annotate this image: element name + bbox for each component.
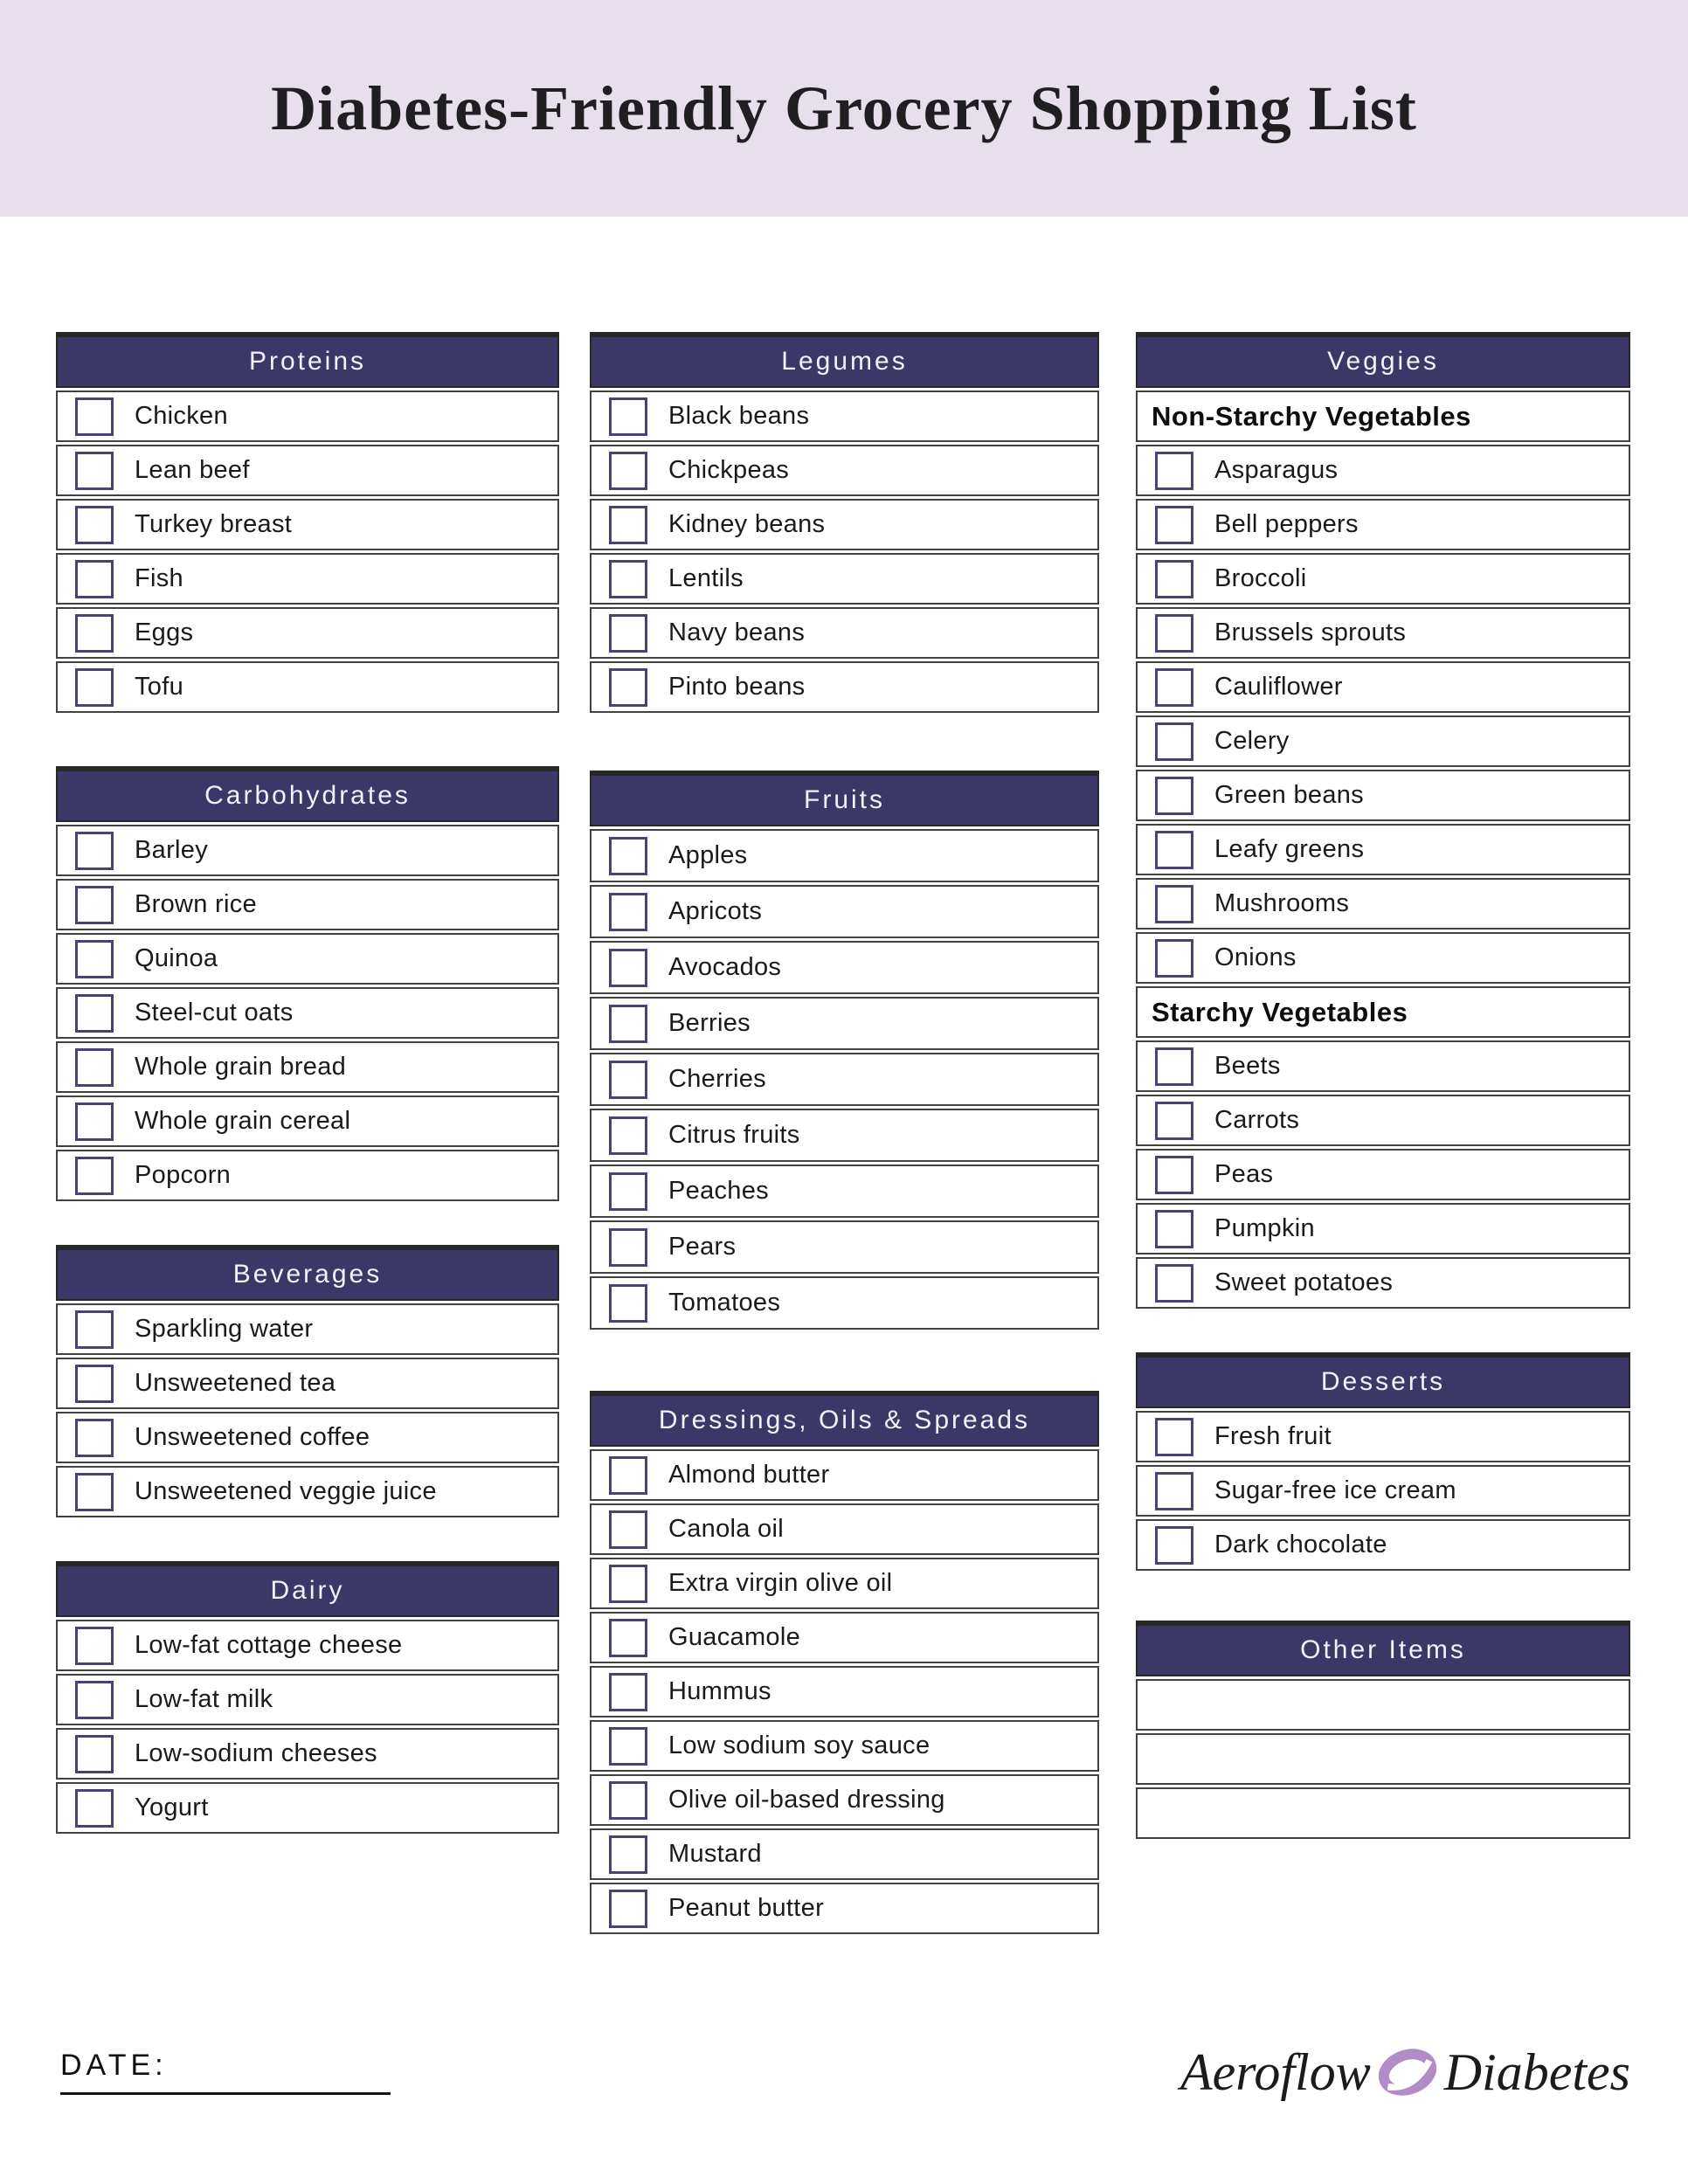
section-veggies xyxy=(1136,332,1630,1309)
checkbox[interactable] xyxy=(75,1310,114,1349)
item-row xyxy=(590,1449,1099,1501)
item-row xyxy=(590,553,1099,605)
section-header-legumes: Legumes xyxy=(590,332,1099,388)
item-row xyxy=(1136,1149,1630,1200)
checkbox[interactable] xyxy=(609,506,647,544)
item-label: Citrus fruits xyxy=(668,1121,800,1149)
item-label: Low-sodium cheeses xyxy=(135,1739,377,1767)
item-label: Beets xyxy=(1214,1052,1281,1080)
checkbox[interactable] xyxy=(1155,1472,1193,1510)
item-label: Bell peppers xyxy=(1214,510,1359,538)
item-row xyxy=(590,390,1099,442)
section-legumes xyxy=(590,332,1099,713)
blank-row xyxy=(1136,1787,1630,1839)
checkbox[interactable] xyxy=(609,1172,647,1211)
checkbox[interactable] xyxy=(75,940,114,978)
item-row xyxy=(590,661,1099,713)
section-header-veggies: Veggies xyxy=(1136,332,1630,388)
item-label: Lean beef xyxy=(135,456,250,484)
item-label: Sugar-free ice cream xyxy=(1214,1476,1456,1504)
checkbox[interactable] xyxy=(1155,1102,1193,1140)
checkbox[interactable] xyxy=(1155,831,1193,869)
item-row xyxy=(1136,770,1630,821)
checkbox[interactable] xyxy=(609,1116,647,1155)
checkbox[interactable] xyxy=(1155,1156,1193,1194)
section-header-other: Other Items xyxy=(1136,1621,1630,1676)
item-label: Canola oil xyxy=(668,1515,784,1543)
item-label: Whole grain cereal xyxy=(135,1107,351,1135)
item-row xyxy=(590,885,1099,938)
checkbox[interactable] xyxy=(609,1284,647,1323)
item-label: Starchy Vegetables xyxy=(1152,996,1408,1027)
item-label: Navy beans xyxy=(668,619,806,646)
item-label: Apricots xyxy=(668,897,763,925)
checkbox[interactable] xyxy=(1155,1264,1193,1303)
item-label: Guacamole xyxy=(668,1623,800,1651)
item-row xyxy=(1136,1519,1630,1571)
item-row xyxy=(56,390,559,442)
item-row xyxy=(56,1150,559,1201)
section-header-carbohydrates: Carbohydrates xyxy=(56,766,559,822)
checkbox[interactable] xyxy=(1155,1210,1193,1248)
item-row xyxy=(56,1303,559,1355)
item-row xyxy=(590,1828,1099,1880)
item-row xyxy=(56,1728,559,1780)
checkbox[interactable] xyxy=(1155,614,1193,653)
item-row xyxy=(1136,1040,1630,1092)
item-label: Apples xyxy=(668,841,748,869)
item-row xyxy=(1136,1257,1630,1309)
item-row xyxy=(56,1674,559,1725)
item-label: Onions xyxy=(1214,943,1297,971)
section-dressings xyxy=(590,1391,1099,1934)
item-label: Barley xyxy=(135,836,208,864)
item-label: Extra virgin olive oil xyxy=(668,1569,893,1597)
checkbox[interactable] xyxy=(75,994,114,1033)
section-fruits xyxy=(590,771,1099,1330)
item-row xyxy=(590,445,1099,496)
item-row xyxy=(56,661,559,713)
item-label: Pumpkin xyxy=(1214,1214,1315,1242)
item-label: Low sodium soy sauce xyxy=(668,1731,930,1759)
checkbox[interactable] xyxy=(75,1157,114,1195)
item-label: Sparkling water xyxy=(135,1315,314,1343)
item-label: Chicken xyxy=(135,402,228,430)
checkbox[interactable] xyxy=(1155,1047,1193,1086)
checkbox[interactable] xyxy=(1155,1418,1193,1456)
item-row xyxy=(56,499,559,550)
item-row xyxy=(1136,824,1630,875)
checkbox[interactable] xyxy=(609,614,647,653)
checkbox[interactable] xyxy=(1155,722,1193,761)
checkbox[interactable] xyxy=(609,1456,647,1495)
checkbox[interactable] xyxy=(1155,560,1193,598)
item-row xyxy=(1136,553,1630,605)
checkbox[interactable] xyxy=(609,1890,647,1928)
item-label: Brown rice xyxy=(135,890,257,918)
checkbox[interactable] xyxy=(75,1419,114,1457)
item-row xyxy=(590,1503,1099,1555)
checkbox[interactable] xyxy=(609,949,647,987)
checkbox[interactable] xyxy=(609,837,647,875)
checkbox[interactable] xyxy=(75,614,114,653)
item-row xyxy=(590,1220,1099,1274)
item-label: Mustard xyxy=(668,1840,762,1868)
item-row xyxy=(56,879,559,930)
checkbox[interactable] xyxy=(75,1735,114,1773)
item-label: Peaches xyxy=(668,1177,769,1205)
item-row xyxy=(1136,607,1630,659)
date-fill-line[interactable] xyxy=(60,2092,391,2095)
checkbox[interactable] xyxy=(1155,506,1193,544)
checkbox[interactable] xyxy=(75,1473,114,1511)
item-row xyxy=(590,1053,1099,1106)
logo-aeroflow-text: Aeroflow xyxy=(1180,2043,1371,2101)
item-label: Kidney beans xyxy=(668,510,826,538)
checkbox[interactable] xyxy=(75,1789,114,1828)
item-row xyxy=(590,1666,1099,1717)
checkbox[interactable] xyxy=(1155,777,1193,815)
item-row xyxy=(1136,445,1630,496)
item-label: Carrots xyxy=(1214,1106,1300,1134)
item-label: Quinoa xyxy=(135,944,218,972)
subheader-row xyxy=(1136,986,1630,1038)
checkbox[interactable] xyxy=(609,1835,647,1874)
item-row xyxy=(56,1620,559,1671)
item-label: Tofu xyxy=(135,673,184,701)
checkbox[interactable] xyxy=(609,1510,647,1549)
item-label: Yogurt xyxy=(135,1794,209,1821)
item-row xyxy=(1136,1203,1630,1254)
item-label: Unsweetened tea xyxy=(135,1369,336,1397)
item-row xyxy=(56,445,559,496)
section-header-dairy: Dairy xyxy=(56,1561,559,1617)
item-row xyxy=(56,825,559,876)
item-label: Tomatoes xyxy=(668,1289,781,1317)
date-label: DATE: xyxy=(60,2049,168,2082)
item-label: Olive oil-based dressing xyxy=(668,1786,945,1814)
checkbox[interactable] xyxy=(75,452,114,490)
checkbox[interactable] xyxy=(1155,939,1193,978)
item-row xyxy=(1136,1465,1630,1517)
item-row xyxy=(590,1276,1099,1330)
section-proteins xyxy=(56,332,559,713)
blank-row xyxy=(1136,1679,1630,1731)
item-label: Asparagus xyxy=(1214,456,1339,484)
item-label: Cauliflower xyxy=(1214,673,1343,701)
checkbox[interactable] xyxy=(609,1061,647,1099)
item-row xyxy=(590,1165,1099,1218)
section-desserts xyxy=(1136,1352,1630,1571)
item-label: Unsweetened coffee xyxy=(135,1423,370,1451)
item-label: Celery xyxy=(1214,727,1290,755)
item-row xyxy=(1136,499,1630,550)
item-row xyxy=(56,1466,559,1517)
checkbox[interactable] xyxy=(75,397,114,436)
item-row xyxy=(590,499,1099,550)
item-row xyxy=(590,607,1099,659)
item-row xyxy=(56,1358,559,1409)
section-carbohydrates xyxy=(56,766,559,1201)
checkbox[interactable] xyxy=(609,560,647,598)
item-label: Fresh fruit xyxy=(1214,1422,1332,1450)
item-label: Whole grain bread xyxy=(135,1053,347,1081)
item-row xyxy=(590,1720,1099,1772)
aeroflow-diabetes-logo xyxy=(1180,2042,1630,2102)
item-label: Peanut butter xyxy=(668,1894,825,1922)
item-row xyxy=(590,997,1099,1050)
checkbox[interactable] xyxy=(609,893,647,931)
section-other xyxy=(1136,1621,1630,1839)
item-row xyxy=(1136,661,1630,713)
logo-diabetes-text: Diabetes xyxy=(1443,2043,1630,2101)
item-row xyxy=(1136,878,1630,930)
item-label: Eggs xyxy=(135,619,194,646)
checkbox[interactable] xyxy=(75,668,114,707)
item-label: Turkey breast xyxy=(135,510,293,538)
section-header-fruits: Fruits xyxy=(590,771,1099,826)
item-label: Cherries xyxy=(668,1065,766,1093)
checkbox[interactable] xyxy=(609,397,647,436)
blank-row xyxy=(1136,1733,1630,1785)
checkbox[interactable] xyxy=(609,1228,647,1267)
checkbox[interactable] xyxy=(75,1627,114,1665)
item-label: Peas xyxy=(1214,1160,1274,1188)
item-row xyxy=(590,941,1099,994)
swoosh-icon xyxy=(1378,2042,1437,2102)
item-label: Hummus xyxy=(668,1677,771,1705)
checkbox[interactable] xyxy=(1155,885,1193,923)
checkbox[interactable] xyxy=(75,560,114,598)
title-banner xyxy=(0,0,1688,217)
checkbox[interactable] xyxy=(609,668,647,707)
item-label: Non-Starchy Vegetables xyxy=(1152,400,1471,432)
checkbox[interactable] xyxy=(75,1048,114,1087)
item-row xyxy=(56,607,559,659)
item-label: Fish xyxy=(135,564,183,592)
section-header-beverages: Beverages xyxy=(56,1245,559,1301)
item-row xyxy=(56,1041,559,1093)
item-label: Leafy greens xyxy=(1214,835,1365,863)
item-label: Pinto beans xyxy=(668,673,806,701)
item-row xyxy=(1136,932,1630,984)
item-label: Brussels sprouts xyxy=(1214,619,1407,646)
item-row xyxy=(590,1883,1099,1934)
item-label: Low-fat cottage cheese xyxy=(135,1631,403,1659)
item-label: Steel-cut oats xyxy=(135,999,294,1026)
item-label: Mushrooms xyxy=(1214,889,1350,917)
checkbox[interactable] xyxy=(75,1102,114,1141)
item-row xyxy=(56,1095,559,1147)
item-row xyxy=(56,553,559,605)
checkbox[interactable] xyxy=(1155,452,1193,490)
section-header-desserts: Desserts xyxy=(1136,1352,1630,1408)
item-label: Black beans xyxy=(668,402,810,430)
section-dairy xyxy=(56,1561,559,1834)
item-label: Low-fat milk xyxy=(135,1685,273,1713)
item-row xyxy=(1136,1411,1630,1462)
checkbox[interactable] xyxy=(75,832,114,870)
item-row xyxy=(1136,715,1630,767)
checkbox[interactable] xyxy=(75,1681,114,1719)
checkbox[interactable] xyxy=(75,1365,114,1403)
item-row xyxy=(56,987,559,1039)
checkbox[interactable] xyxy=(1155,668,1193,707)
item-row xyxy=(590,829,1099,882)
item-label: Green beans xyxy=(1214,781,1364,809)
checkbox[interactable] xyxy=(75,886,114,924)
checkbox[interactable] xyxy=(609,1673,647,1711)
item-row xyxy=(56,1782,559,1834)
item-label: Avocados xyxy=(668,953,782,981)
item-row xyxy=(56,933,559,985)
checkbox[interactable] xyxy=(609,1727,647,1766)
page-title: Diabetes-Friendly Grocery Shopping List xyxy=(271,73,1417,143)
item-row xyxy=(1136,1095,1630,1146)
item-label: Sweet potatoes xyxy=(1214,1268,1394,1296)
item-label: Berries xyxy=(668,1009,751,1037)
item-label: Lentils xyxy=(668,564,744,592)
checkbox[interactable] xyxy=(609,1005,647,1043)
item-label: Chickpeas xyxy=(668,456,790,484)
section-header-dressings: Dressings, Oils & Spreads xyxy=(590,1391,1099,1447)
checkbox[interactable] xyxy=(609,1565,647,1603)
item-label: Almond butter xyxy=(668,1461,830,1489)
item-row xyxy=(590,1109,1099,1162)
item-row xyxy=(56,1412,559,1463)
item-label: Popcorn xyxy=(135,1161,232,1189)
section-beverages xyxy=(56,1245,559,1517)
item-label: Dark chocolate xyxy=(1214,1531,1387,1559)
item-label: Unsweetened veggie juice xyxy=(135,1477,437,1505)
checkbox[interactable] xyxy=(609,1619,647,1657)
item-row xyxy=(590,1612,1099,1663)
date-row xyxy=(60,2049,168,2083)
checkbox[interactable] xyxy=(75,506,114,544)
item-row xyxy=(590,1558,1099,1609)
subheader-row xyxy=(1136,390,1630,442)
item-row xyxy=(590,1774,1099,1826)
item-label: Broccoli xyxy=(1214,564,1307,592)
checkbox[interactable] xyxy=(1155,1526,1193,1565)
item-label: Pears xyxy=(668,1233,737,1261)
checkbox[interactable] xyxy=(609,1781,647,1820)
checkbox[interactable] xyxy=(609,452,647,490)
section-header-proteins: Proteins xyxy=(56,332,559,388)
